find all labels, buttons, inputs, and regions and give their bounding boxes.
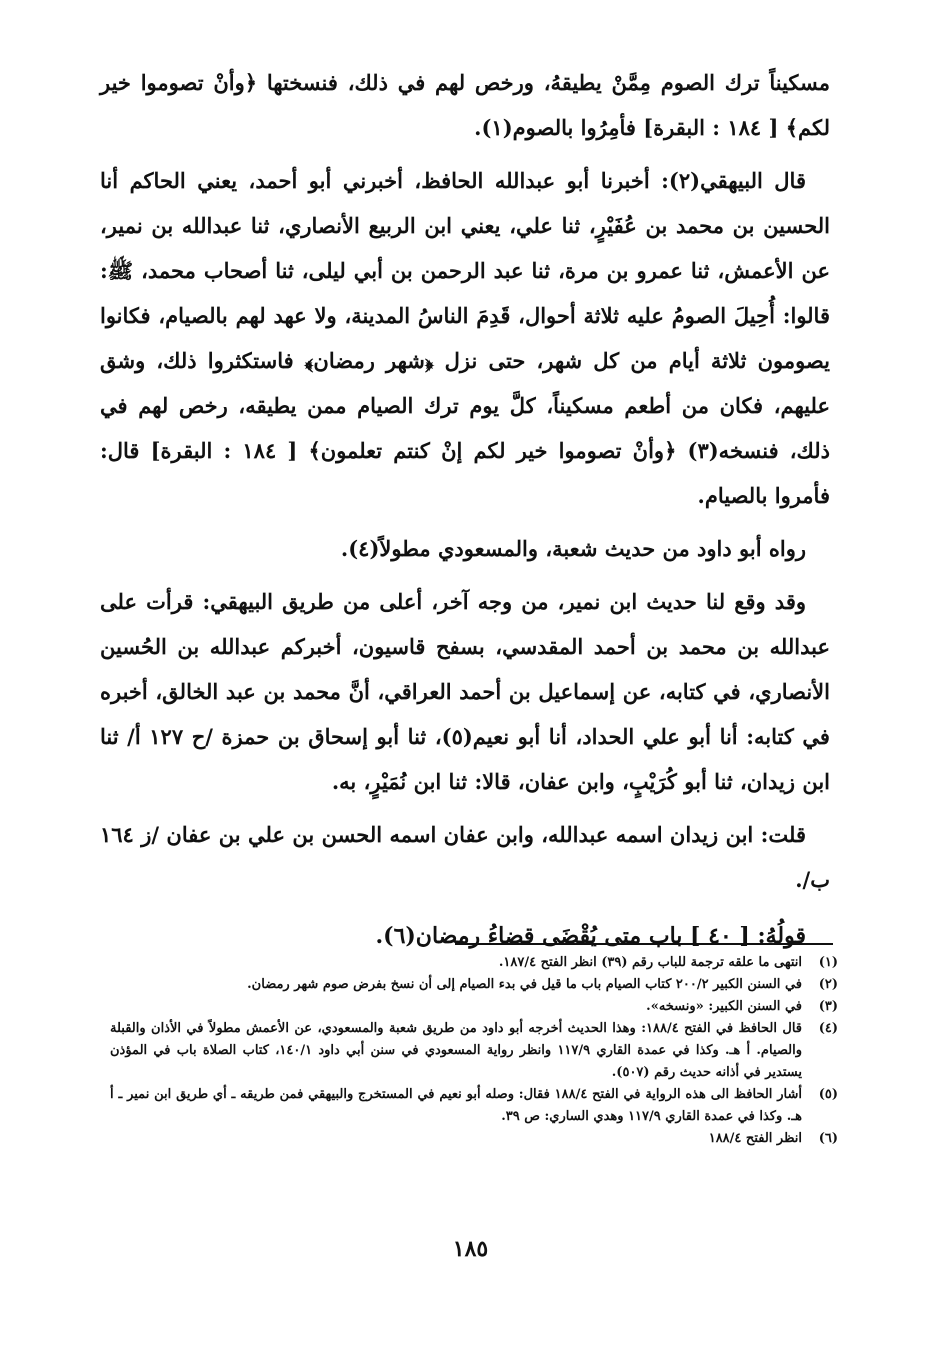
- paragraph-1: مسكيناً ترك الصوم مِمَّنْ يطيقهُ، ورخص لهم في ذلك، فنسختها ﴿وأنْ تصوموا خير لكم﴾ [ ١٨٤ : البقرة] فأمِرُوا بالصوم(١).: [100, 70, 830, 140]
- main-text-body: [100, 60, 830, 959]
- paragraph-3: رواه أبو داود من حديث شعبة، والمسعودي مطولاً(٤).: [340, 536, 806, 561]
- footnote-number: (٤): [818, 1021, 838, 1036]
- footnote-item: [110, 996, 838, 1018]
- paragraph-5: قلت: ابن زيدان اسمه عبدالله، وابن عفان اسمه الحسن بن علي بن عفان /ز ١٦٤ ب/.: [100, 822, 830, 892]
- footnote-number: (٣): [818, 999, 838, 1014]
- footnote-number: (٥): [818, 1087, 838, 1102]
- footnote-text: أشار الحافظ الى هذه الرواية في الفتح ١٨٨/٤ فقال: وصله أبو نعيم في المستخرج والبيهقي فمن طريقه ـ أي طريق ابن نمير ـ أ هـ. وكذا في عمدة القاري ١١٧/٩ وهدي الساري: ص ٣٩.: [110, 1087, 802, 1124]
- footnote-number: (١): [818, 955, 838, 970]
- page-number: ١٨٥: [452, 1236, 489, 1262]
- footnote-number: (٦): [818, 1131, 838, 1146]
- footnote-text: في السنن الكبير ٢٠٠/٢ كتاب الصيام باب ما قيل في بدء الصيام إلى أن نسخ بفرض صوم شهر رمضان.: [247, 977, 802, 992]
- footnote-text: قال الحافظ في الفتح ١٨٨/٤: وهذا الحديث أخرجه أبو داود من طريق شعبة والمسعودي، عن الأعمش مطولاً في الأذان والقبلة والصيام. أ هـ. وكذا في عمدة القاري ١١٧/٩ وانظر رواية المسعودي في سنن أبي داود ١٤٠/١، كتاب الصلاة باب في المؤذن يستدير في أذانه حديث رقم (٥٠٧).: [110, 1021, 802, 1080]
- footnote-text: انتهى ما علقه ترجمة للباب رقم (٣٩) انظر الفتح ١٨٧/٤.: [498, 955, 802, 970]
- paragraph-2: قال البيهقي(٢): أخبرنا أبو عبدالله الحافظ، أخبرني أبو أحمد، يعني الحاكم أنا الحسين بن محمد بن عُفَيْرٍ، ثنا علي، يعني ابن الربيع الأنصاري، ثنا عبدالله بن نمير، عن الأعمش، ثنا عمرو بن مرة، ثنا عبد الرحمن بن أبي ليلى، ثنا أصحاب محمد، ﷺ: قالوا: أُحِيلَ الصومُ عليه ثلاثة أحوال، قَدِمَ الناسُ المدينة، ولا عهد لهم بالصيام، فكانوا يصومون ثلاثة أيام من كل شهر، حتى نزل ﴿شهر رمضان﴾ فاستكثروا ذلك، وشق عليهم، فكان من أطعم مسكيناً، كلَّ يوم ترك الصيام ممن يطيقه، رخص لهم في ذلك، فنسخه(٣) ﴿وأنْ تصوموا خير لكم إنْ كنتم تعلمون﴾ [ ١٨٤ : البقرة] قال: فأمروا بالصيام.: [100, 168, 830, 508]
- section-heading: قولُهُ: [ ٤٠ ] باب متى يُقْضَى قضاءُ رمضان(٦).: [375, 923, 806, 949]
- footnote-text: في السنن الكبير: «ونسخه».: [646, 999, 802, 1014]
- footnote-item: [110, 952, 838, 974]
- footnote-item: [110, 1128, 838, 1150]
- footnotes: [110, 952, 838, 1150]
- footnote-divider: [455, 943, 833, 945]
- footnote-number: (٢): [818, 977, 838, 992]
- footnote-item: [110, 1018, 838, 1084]
- footnote-item: [110, 974, 838, 996]
- footnote-text: انظر الفتح ١٨٨/٤: [708, 1131, 802, 1146]
- paragraph-4: وقد وقع لنا حديث ابن نمير، من وجه آخر، أعلى من طريق البيهقي: قرأت على عبدالله بن محمد بن أحمد المقدسي، بسفح قاسيون، أخبركم عبدالله بن الحُسين الأنصاري، في كتابه، عن إسماعيل بن أحمد العراقي، أنَّ محمد بن عبد الخالق، أخبره في كتابه: أنا أبو علي الحداد، أنا أبو نعيم(٥)، ثنا أبو إسحاق بن حمزة /ح ١٢٧ أ/ ثنا ابن زيدان، ثنا أبو كُرَيْبٍ، وابن عفان، قالا: ثنا ابن نُمَيْرٍ، به.: [100, 589, 830, 794]
- footnote-item: [110, 1084, 838, 1128]
